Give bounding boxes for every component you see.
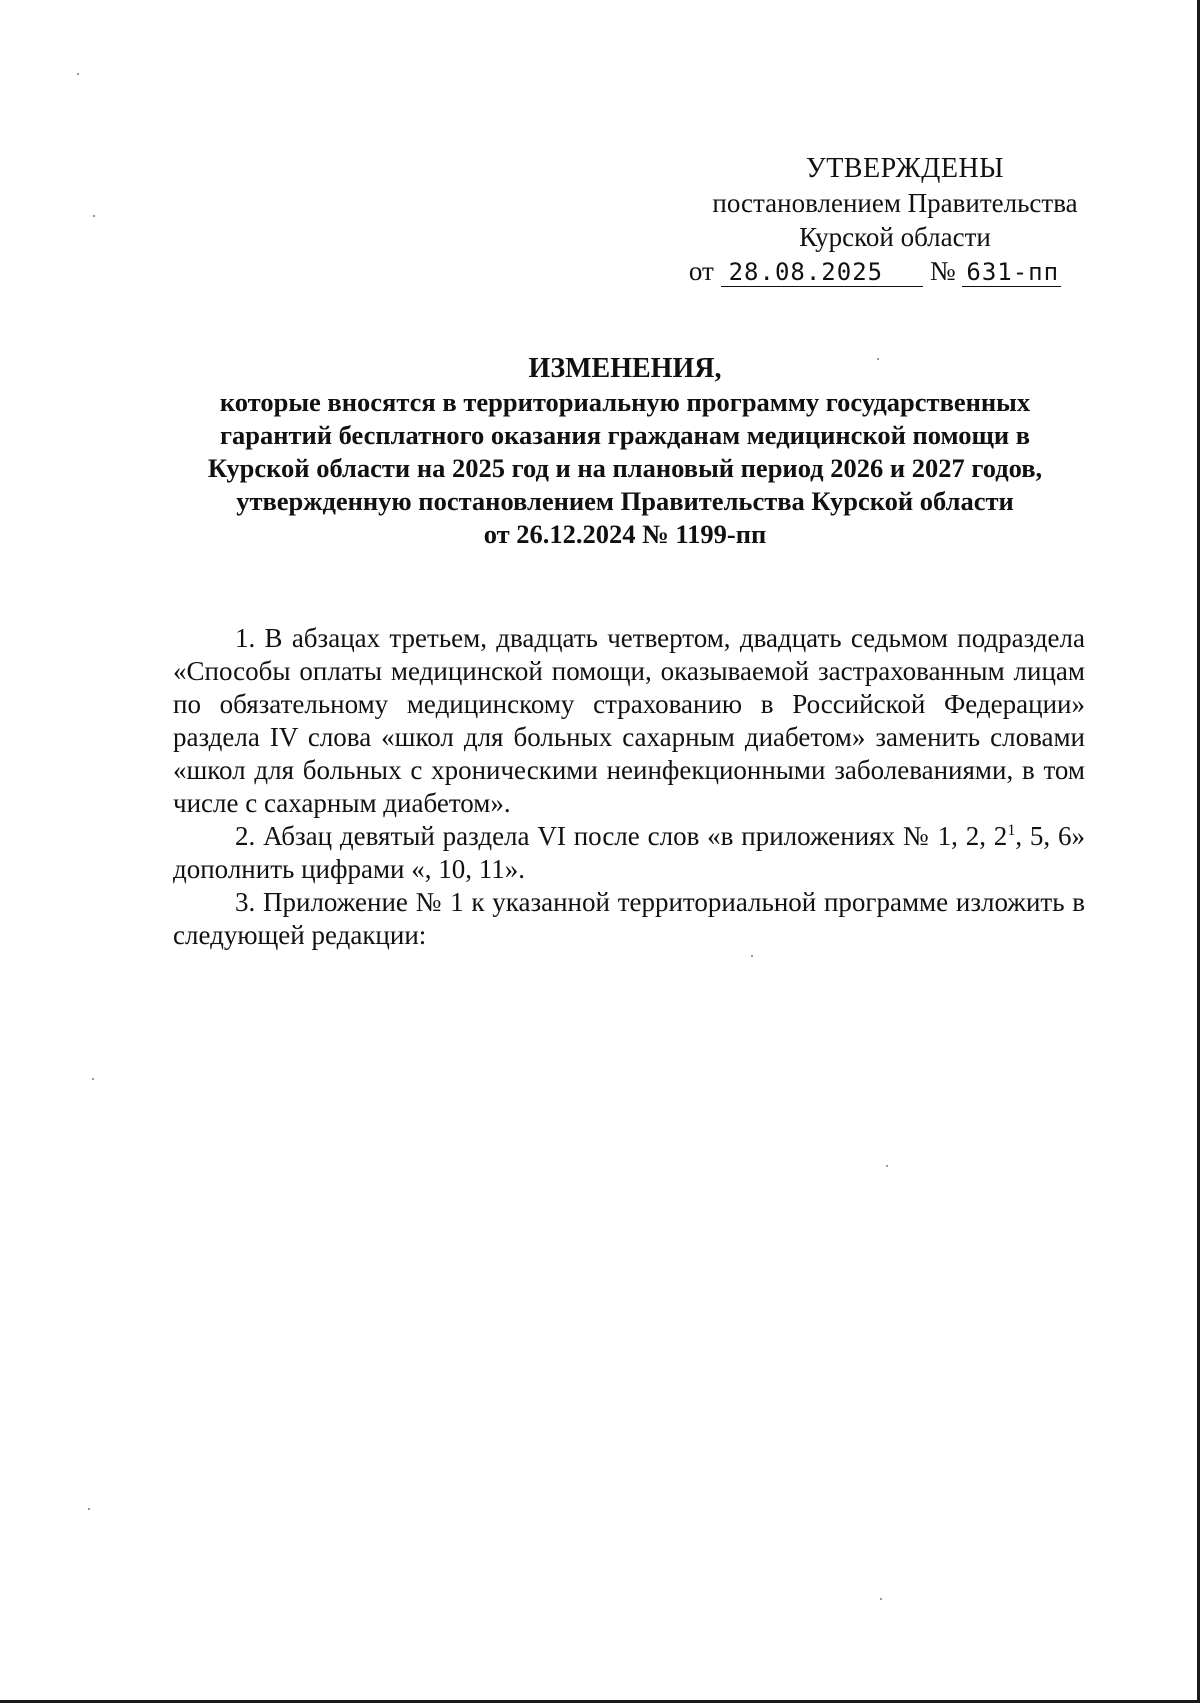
heading-line: которые вносятся в территориальную программу государственных [219,387,1031,417]
approval-date-line [620,254,1130,288]
approval-issuer-line-2: Курской области [799,222,991,252]
document-title: ИЗМЕНЕНИЯ, [528,353,722,384]
scan-speck [93,215,95,217]
document-body [173,622,1085,952]
approval-number-field: 631-пп [962,258,1061,287]
scan-speck [886,1165,888,1167]
scan-speck [92,1078,94,1080]
item-2-text-start: 2. Абзац девятый раздела VI после слов «в приложениях № 1, 2, 2 [235,821,1008,851]
heading-line: от 26.12.2024 № 1199-пп [483,519,767,549]
scan-speck [77,73,79,75]
heading-line: Курской области на 2025 год и на плановый период 2026 и 2027 годов, [207,453,1043,483]
superscript-index: 1 [1007,822,1016,839]
number-prefix: № [929,256,956,286]
heading-line: утвержденную постановлением Правительства Курской области [236,486,1014,516]
item-2-text-end: , 5, 6» дополнить цифрами «, 10, 11». [173,821,1086,884]
heading-line: гарантий бесплатного оказания гражданам медицинской помощи в [219,420,1031,450]
scan-speck [880,1598,882,1600]
document-heading [160,352,1090,551]
paragraph-item-2 [173,820,1085,886]
scan-speck [751,955,753,957]
paragraph-item-3: 3. Приложение № 1 к указанной территориальной программе изложить в следующей редакции: [173,887,1085,950]
approval-issuer-line-1: постановлением Правительства [712,188,1078,218]
approval-title: УТВЕРЖДЕНЫ [805,153,1005,184]
paragraph-item-1: 1. В абзацах третьем, двадцать четвертом, двадцать седьмом подраздела «Способы оплаты медицинской помощи, оказываемой застрахованным лицам по обязательному медицинскому страхованию в Российской Федерации» раздела IV слова «школ для больных сахарным диабетом» заменить словами «школ для больных с хроническими неинфекционными заболеваниями, в том числе с сахарным диабетом». [173,623,1085,818]
approval-block [660,152,1130,288]
date-prefix: от [688,256,714,286]
approval-date-field: 28.08.2025 [721,258,924,287]
scan-speck [88,1508,90,1510]
